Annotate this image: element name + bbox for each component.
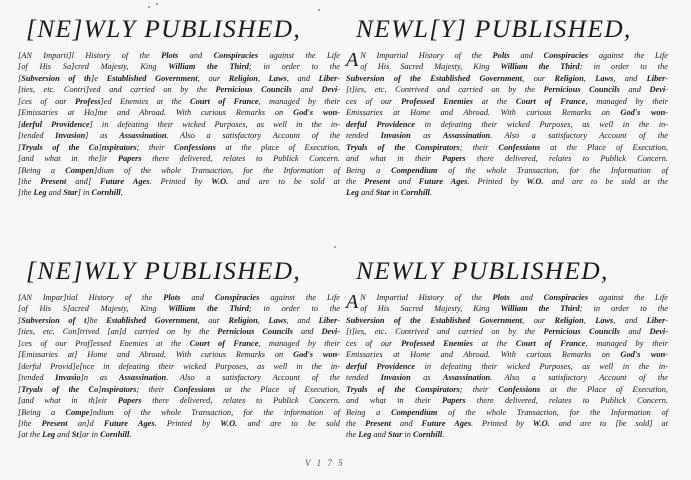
body-line: [Being a Compe]ndium of the whole Transaction, for the information of — [18, 407, 340, 417]
body-line: and what in their Papers there delivered, relates to Publick Concern. — [346, 154, 668, 164]
body-line: ces of our Professed Enemies at the Court of France, managed by their — [346, 338, 668, 348]
body-line: derful Providence in defeating their wicked Purposes, as well in the in- — [346, 119, 668, 129]
panel-body — [346, 50, 668, 199]
advertisement-panel-bottom-left — [18, 256, 340, 441]
body-line: [tended Invasio]n as Assassination. Also a satisfactory Account of the — [18, 373, 341, 383]
body-line: tended Invasion as Assassination. Also a satisfactory Account of the — [346, 131, 669, 141]
body-line: [the Present and] Future Ages. Printed by W.O. and are to be sold at — [18, 176, 341, 186]
body-line: [and what in th]eir Papers there delivered, relates to Publick Concern. — [18, 396, 340, 406]
panel-heading: [NE]WLY PUBLISHED, — [26, 256, 302, 285]
panel-body — [18, 292, 340, 441]
body-line: [AN Imparti]l History of the Plots and Conspiracies against the Life — [18, 51, 340, 60]
panel-body — [18, 50, 340, 199]
advertisement-panel-top-right — [346, 14, 668, 199]
body-line: derful Providence in defeating their wicked Purposes, as well in the in- — [346, 361, 668, 371]
body-line: [and what in the]ir Papers there delivered, relates to Publick Concern. — [18, 154, 340, 164]
body-line: Emissaries at Home and Abroad. With curious Remarks on God's won- — [346, 108, 668, 118]
body-line: [t]ies, etc. Contrived and carried on by the Pernicious Councils and Devi- — [346, 85, 669, 95]
body-line: [the Present an]d Future Ages. Printed by W.O. and are to be sold — [18, 418, 340, 428]
scan-speck — [156, 3, 158, 5]
body-line: [Tryals of the Co]nspirators; their Confessions at the place of Execution, — [18, 142, 340, 152]
body-line: Being a Compendium of the whole Transaction, for the Information of — [346, 165, 668, 175]
drop-cap: A — [346, 49, 359, 71]
body-line: Subversion of the Established Government, our Religion, Laws, and Liber- — [346, 315, 668, 325]
body-line: [ties, etc. Contri]ved and carried on by the Pernicious Councils and Devi- — [18, 85, 341, 95]
body-line: [ces of our Profess]ed Enemies at the Court of France, managed by their — [18, 96, 340, 106]
body-line: the Leg and Star in Cornhill. — [346, 430, 445, 440]
body-line: [ces of our Prof]essed Enemies at the Court of France, managed by their — [18, 338, 340, 348]
panel-heading: [NE]WLY PUBLISHED, — [26, 14, 302, 43]
body-line: [Subversion of th]e Established Government, our Religion, Laws, and Liber- — [18, 73, 340, 83]
body-line: [of His S]acred Majesty, King William the Third; in order to the — [18, 304, 340, 314]
panel-heading: NEWLY PUBLISHED, — [356, 256, 609, 285]
body-line: [tended Invasion] as Assassination. Also a satisfactory Account of the — [18, 131, 341, 141]
body-line: Leg and Star in Cornhill. — [346, 188, 433, 198]
body-line: N Impartial History of the Polts and Conspiracies against the Life — [360, 51, 668, 60]
body-line: [t]ies, etc. Contrived and carried on by the Pernicious Councils and Devi- — [346, 327, 669, 337]
body-line: of His Sacred Majesty, King William the Third; in order to the — [360, 62, 668, 72]
body-line: [ties, etc. Con]trived [an]d carried on by the Pernicious Councils and Devi- — [18, 327, 340, 337]
body-line: Tryals of the Conspirators; their Confessions at the Place of Execution, — [346, 142, 668, 152]
body-line: the Present and Future Ages. Printed by W.O. and are to be sold at the — [346, 176, 668, 186]
body-line: N Impartial History of the Plots and Conspiracies against the Life — [360, 293, 668, 302]
body-line: [derful Providence] in defeating their wicked Purposes, as well in the in- — [18, 119, 341, 129]
body-line: Being a Compendium of the whole Transaction, for the Information of — [346, 407, 668, 417]
body-line: Subversion of the Established Government, our Religion, Laws, and Liber- — [346, 73, 668, 83]
scan-speck — [148, 6, 150, 8]
body-line: and what in their Papers there delivered, relates to Publick Concern. — [346, 396, 668, 406]
body-line: [the Leg and Star] in Cornhill. — [18, 188, 123, 198]
drop-cap: A — [346, 291, 359, 313]
handwritten-mark: V 1 7 5 — [305, 458, 345, 468]
advertisement-panel-bottom-right — [346, 256, 668, 441]
body-line: [at the Leg and St]ar in Cornhill. — [18, 430, 132, 440]
body-line: Emissaries at Home and Abroad. With curious Remarks on God's won- — [346, 350, 668, 360]
body-line: the Present and Future Ages. Printed by W.O. and are to [be sold] at — [346, 418, 668, 428]
scan-speck — [318, 9, 320, 11]
body-line: [Being a Compen]dium of the whole Transaction, for the Information of — [18, 165, 340, 175]
panel-body — [346, 292, 668, 441]
body-line: [Subversion of t]he Established Government, our Religion, Laws, and Liber- — [18, 315, 340, 325]
body-line: [Emissaries at] Home and Abroad. With curious Remarks on God's won- — [18, 350, 340, 360]
body-line: [of His Sa]cred Majesty, King William the Third; in order to the — [18, 62, 340, 72]
advertisement-panel-top-left — [18, 14, 340, 199]
panel-heading: NEWL[Y] PUBLISHED, — [356, 14, 632, 43]
body-line: Tryals of the Conspirators; their Confessions at the Place of Execution, — [346, 384, 668, 394]
body-line: [derful Provid]e[nce in defeating their wicked Purposes, as well in the in- — [18, 361, 340, 371]
body-line: [AN Impar]tial History of the Plots and Conspiracies against the Life — [18, 293, 341, 302]
body-line: tended Invasion as Assassination. Also a satisfactory Account of the — [346, 373, 669, 383]
scan-speck — [334, 246, 336, 248]
body-line: of His Sacred Majesty, King William the Third; in order to the — [360, 304, 668, 314]
body-line: ces of our Professed Enemies at the Court of France, managed by their — [346, 96, 668, 106]
body-line: [Tryals of the Co]nspirators; their Confessions at the Place of Execution, — [18, 384, 340, 394]
body-line: [Emissaries at Ho]me and Abroad. With curious Remarks on God's won- — [18, 108, 340, 118]
